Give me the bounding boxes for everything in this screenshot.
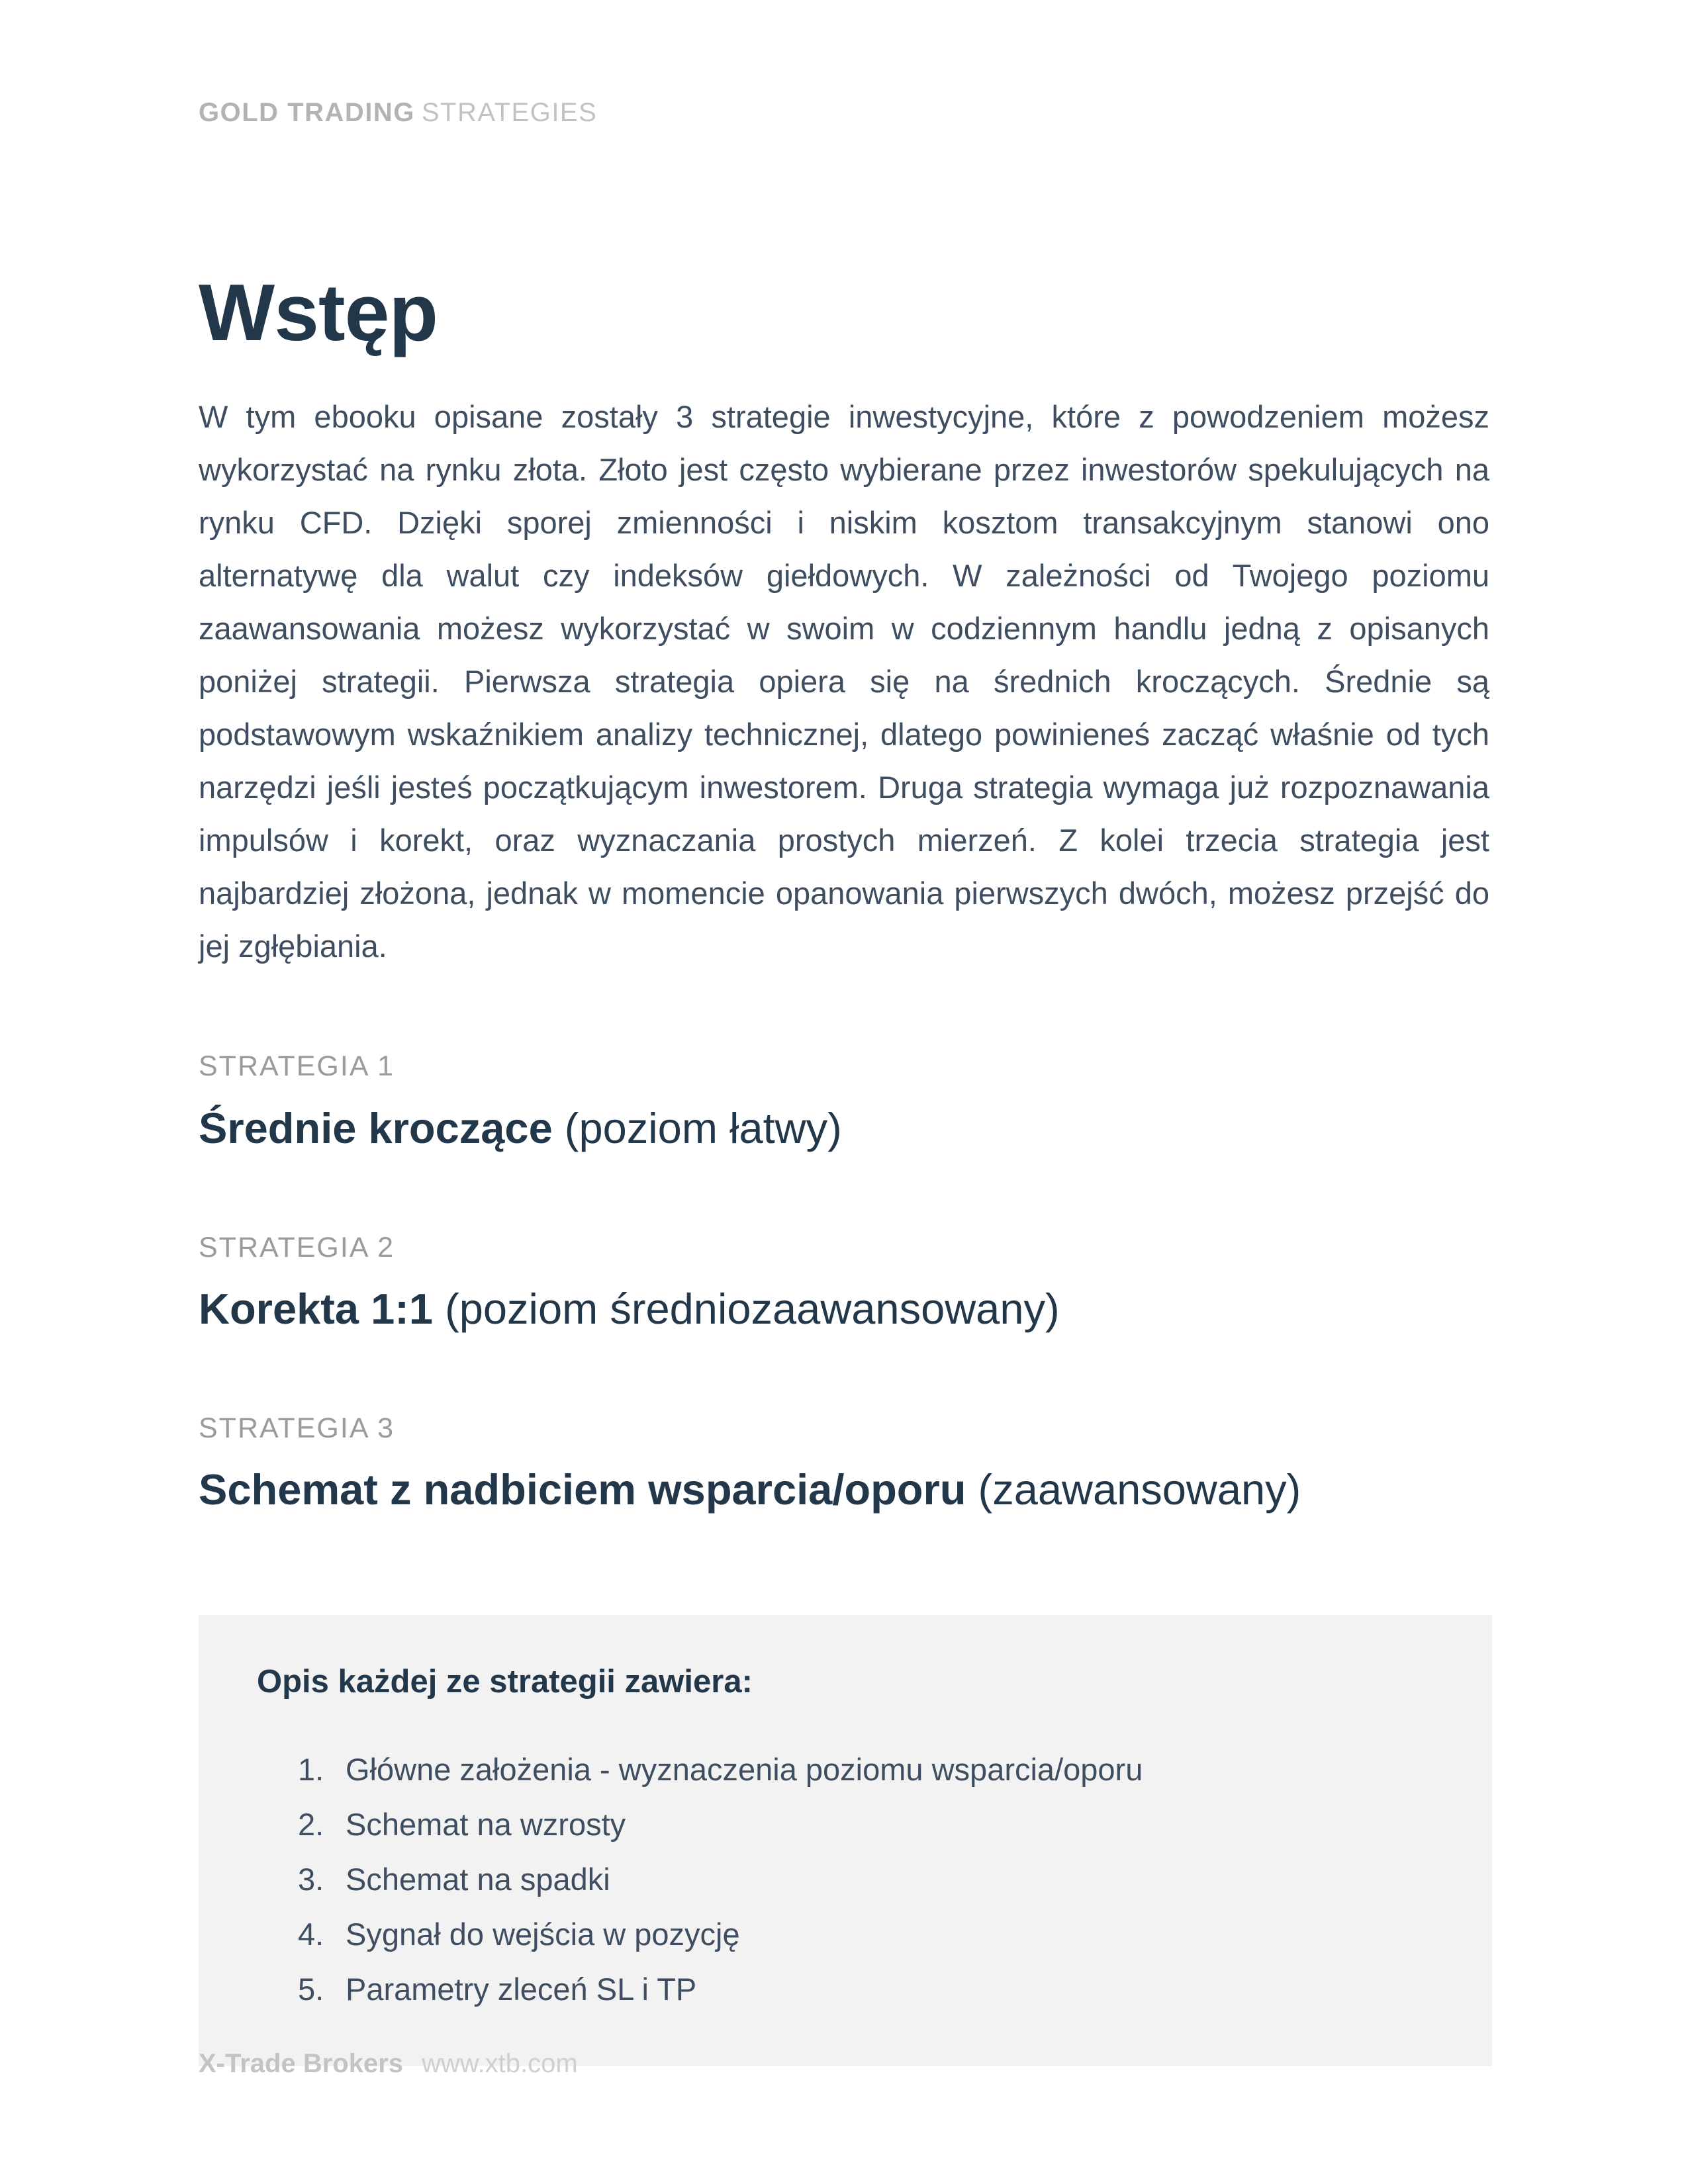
- list-item: [298, 1751, 1426, 1788]
- strategy-1-heading: [199, 1103, 1489, 1154]
- page-footer: [199, 2050, 578, 2077]
- list-item-number: 2.: [298, 1806, 324, 1842]
- list-item-number: 1.: [298, 1751, 324, 1787]
- strategy-1-label: STRATEGIA 1: [199, 1050, 395, 1083]
- list-item: [298, 1970, 1426, 2008]
- list-item-text: Sygnał do wejścia w pozycję: [346, 1916, 740, 1952]
- box-heading: Opis każdej ze strategii zawiera:: [257, 1664, 753, 1700]
- strategy-2-heading: [199, 1283, 1489, 1335]
- list-item-text: Główne założenia - wyznaczenia poziomu wsparcia/oporu: [346, 1751, 1143, 1787]
- header-brand-light: STRATEGIES: [421, 98, 598, 127]
- page-header: [199, 99, 1489, 126]
- list-item-text: Schemat na spadki: [346, 1861, 610, 1897]
- intro-paragraph: W tym ebooku opisane zostały 3 strategie inwestycyjne, które z powodzeniem możesz wykorzystać na rynku złota. Złoto jest często wybierane przez inwestorów spekulujących na rynku CFD. Dzięki sporej zmienności i niskim kosztom transakcyjnym stanowi ono alternatywę dla walut czy indeksów giełdowych. W zależności od Twojego poziomu zaawansowania możesz wykorzystać w swoim w codziennym handlu jedną z opisanych poniżej strategii. Pierwsza strategia opiera się na średnich kroczących. Średnie są podstawowym wskaźnikiem analizy technicznej, dlatego powinieneś zacząć właśnie od tych narzędzi jeśli jesteś początkującym inwestorem. Druga strategia wymaga już rozpoznawania impulsów i korekt, oraz wyznaczania prostych mierzeń. Z kolei trzecia strategia jest najbardziej złożona, jednak w momencie opanowania pierwszych dwóch, możesz przejść do jej zgłębiania.: [199, 399, 1489, 964]
- box-list: [298, 1751, 1426, 2008]
- strategy-2-label: STRATEGIA 2: [199, 1231, 395, 1263]
- list-item-text: Schemat na wzrosty: [346, 1806, 626, 1842]
- strategy-3-name: Schemat z nadbiciem wsparcia/oporu: [199, 1465, 966, 1514]
- strategy-section-3: [199, 1413, 1489, 1516]
- page-title: Wstęp: [199, 267, 438, 357]
- strategy-1-level: (poziom łatwy): [552, 1103, 842, 1152]
- list-item: [298, 1860, 1426, 1898]
- strategy-3-heading: [199, 1464, 1489, 1516]
- list-item-text: Parametry zleceń SL i TP: [346, 1971, 697, 2007]
- list-item-number: 3.: [298, 1861, 324, 1897]
- header-brand-bold: GOLD TRADING: [199, 98, 415, 127]
- list-item-number: 4.: [298, 1916, 324, 1952]
- strategy-1-name: Średnie kroczące: [199, 1103, 553, 1152]
- strategy-section-1: [199, 1051, 1489, 1154]
- list-item: [298, 1805, 1426, 1843]
- strategy-section-2: [199, 1232, 1489, 1335]
- list-item: [298, 1915, 1426, 1953]
- list-item-number: 5.: [298, 1971, 324, 2007]
- footer-brand: X-Trade Brokers: [199, 2049, 404, 2078]
- strategy-2-name: Korekta 1:1: [199, 1284, 434, 1333]
- strategy-3-label: STRATEGIA 3: [199, 1412, 395, 1444]
- strategy-contents-box: [199, 1615, 1492, 2066]
- strategy-2-level: (poziom średniozaawansowany): [433, 1284, 1060, 1333]
- strategy-3-level: (zaawansowany): [966, 1465, 1301, 1514]
- footer-url-link[interactable]: www.xtb.com: [422, 2049, 578, 2078]
